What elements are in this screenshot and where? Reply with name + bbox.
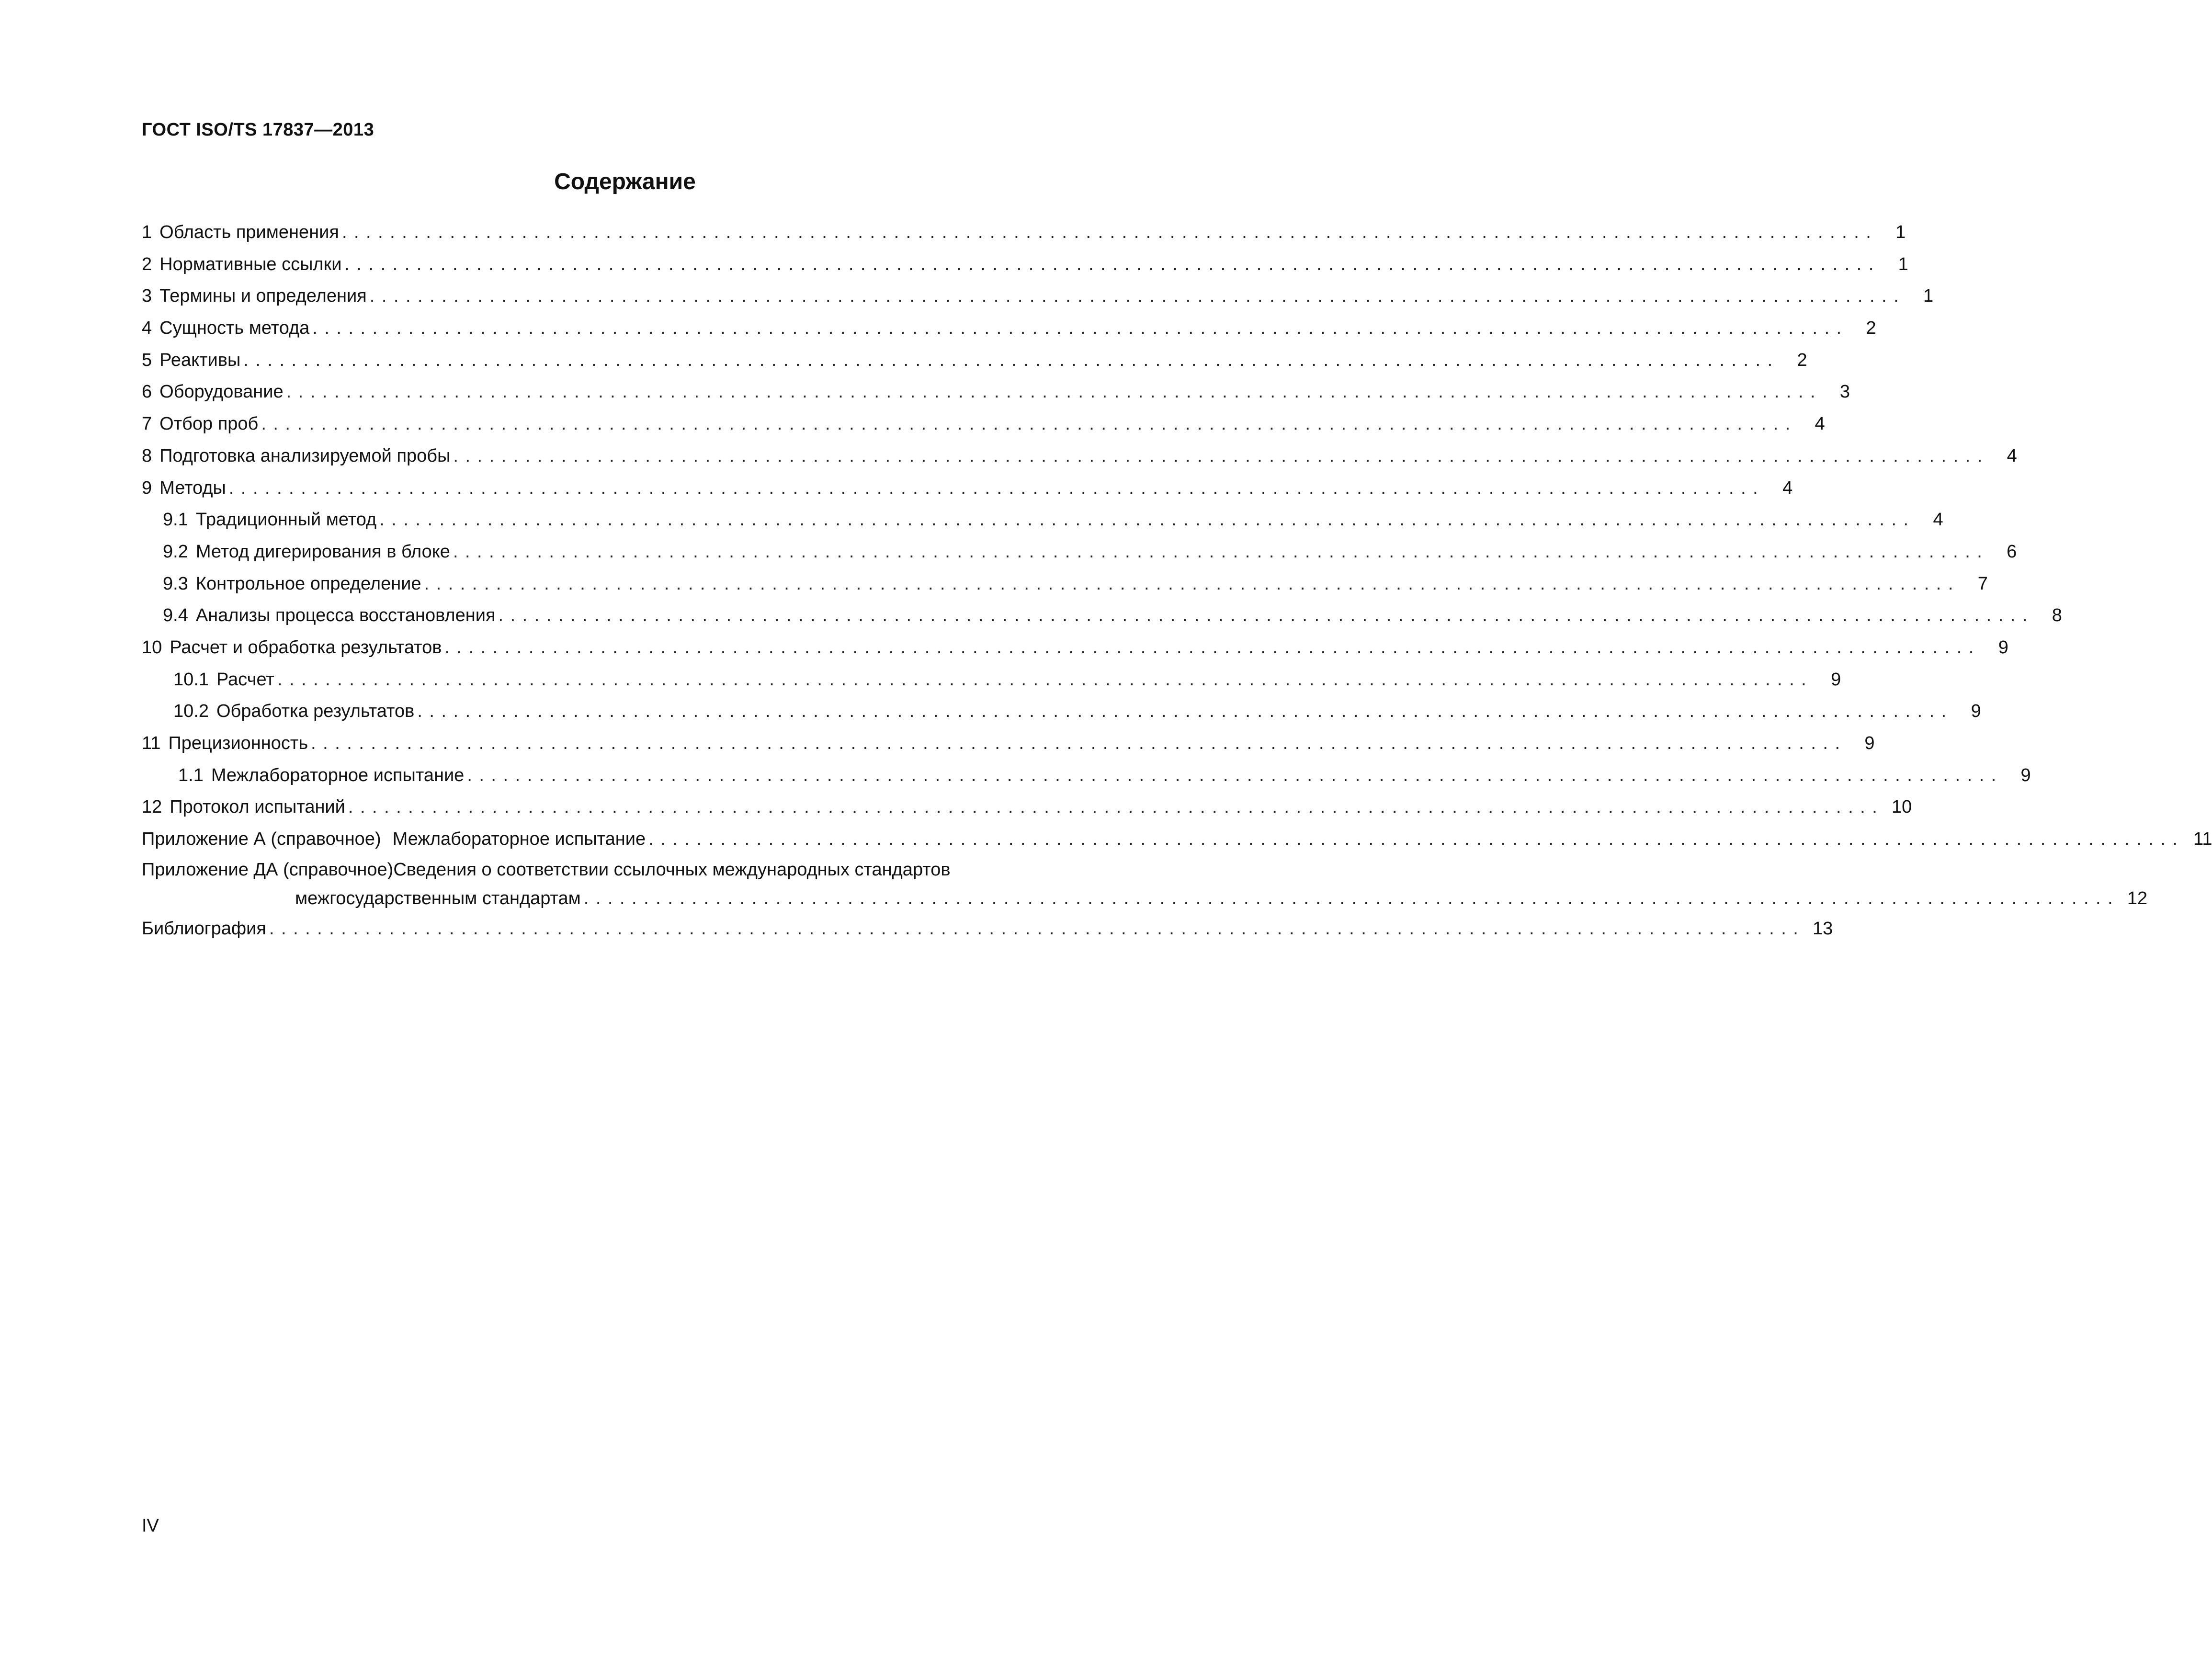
toc-entry-label: Сведения о соответствии ссылочных международных стандартов [393,859,951,880]
toc-entry[interactable] [142,536,2017,568]
toc-entry-label: Протокол испытаний [170,797,345,817]
toc-entry-number: 9.1 [163,510,188,530]
toc-entry-label: Методы [159,477,226,498]
toc-entry-number: 3 [142,286,152,306]
toc-entry[interactable] [142,408,1825,440]
dot-leader: ................................................................................................................................ [286,382,1822,402]
toc-entry[interactable] [142,472,1793,504]
page-title: Содержание [554,169,696,194]
toc-entry-label: Межлабораторное испытание [392,829,646,850]
toc-entry-page: 6 [2007,541,2017,562]
toc-entry-page: 3 [1839,382,1850,402]
toc-entry-label: Подготовка анализируемой пробы [159,445,451,466]
toc-entry-number: 10 [142,637,162,658]
toc-entry-page: 1 [1895,222,1906,242]
toc-entry-label: Традиционный метод [195,510,377,530]
toc-entry[interactable] [142,823,2212,855]
dot-leader: ................................................................................................................................ [498,605,2034,626]
toc-entry-label: Обработка результатов [216,701,415,722]
dot-leader: ................................................................................................................................ [417,701,1953,722]
toc-entry-number: 7 [142,414,152,434]
toc-entry-page: 13 [1813,918,1833,939]
toc-entry-label: Оборудование [159,382,284,402]
toc-entry-page: 2 [1866,318,1876,339]
toc-entry-page: 9 [1831,669,1841,690]
toc-entry-page: 4 [1815,414,1825,434]
toc-entry-page: 9 [1864,733,1875,753]
toc-entry-label: Расчет [216,669,274,690]
toc-entry[interactable] [142,727,1875,760]
dot-leader: ................................................................................................................................ [583,888,2120,908]
dot-leader: ................................................................................................................................ [648,829,2185,850]
dot-leader: ................................................................................................................................ [453,541,1989,562]
toc-entry-number: 9.2 [163,541,188,562]
toc-entry-label: Метод дигерирования в блоке [195,541,450,562]
dot-leader: ................................................................................................................................ [424,573,1960,594]
toc-entry-page: 4 [1782,477,1793,498]
toc-entry-page: 9 [1971,701,1981,722]
toc-entry[interactable] [142,695,1981,727]
toc-entry-number: 6 [142,382,152,402]
toc-entry-page: 4 [1933,510,1943,530]
dot-leader: ................................................................................................................................ [311,733,1847,753]
toc-entry-label: Библиография [142,918,266,939]
toc-entry-number: Приложение А (справочное) [142,829,381,850]
toc-entry-label: Прецизионность [168,733,308,753]
toc-entry-page: 2 [1797,350,1807,370]
toc-entry-label: Нормативные ссылки [159,254,342,274]
toc-entry-number: 10.2 [173,701,209,722]
toc-entry-page: 4 [2007,445,2017,466]
toc-entry-page: 1 [1923,286,1934,306]
toc-entry-number: 9.3 [163,573,188,594]
dot-leader: ................................................................................................................................ [369,286,1906,306]
toc-entry-page: 9 [1998,637,2008,658]
toc-entry-label: Анализы процесса восстановления [195,605,496,626]
toc-entry-annex-da[interactable] [142,855,2148,913]
dot-leader: ................................................................................................................................ [453,445,1989,466]
dot-leader: ................................................................................................................................ [444,637,1981,658]
toc-entry-label: Реактивы [159,350,241,370]
dot-leader: ................................................................................................................................ [312,318,1849,339]
toc-entry-label: Термины и определения [159,286,367,306]
toc-entry-number: 5 [142,350,152,370]
toc-entry[interactable] [142,632,2008,664]
toc-entry-number: Приложение ДА (справочное) [142,859,394,880]
toc-entry[interactable] [142,568,1988,600]
toc-entry[interactable] [142,440,2017,472]
toc-entry-number: 1 [142,222,152,242]
toc-entry-bibliography[interactable] [142,913,1833,945]
toc-entry-page: 1 [1898,254,1908,274]
toc-entry-number: 4 [142,318,152,339]
toc-entry-page: 10 [1891,797,1912,817]
toc-entry[interactable] [142,791,1912,823]
toc-entry[interactable] [142,760,2031,792]
toc-entry-number: 11 [142,733,161,753]
dot-leader: ................................................................................................................................ [379,510,1916,530]
dot-leader: ................................................................................................................................ [228,477,1765,498]
toc-entry-label: Отбор проб [159,414,259,434]
dot-leader: ................................................................................................................................ [261,414,1797,434]
toc-entry-number: 9 [142,477,152,498]
toc-entry-page: 12 [2127,888,2148,908]
toc-entry-page: 7 [1977,573,1988,594]
toc-entry[interactable] [142,344,1807,376]
dot-leader: ................................................................................................................................ [467,765,2003,785]
toc-entry-number: 9.4 [163,605,188,626]
toc-entry[interactable] [142,376,1850,408]
toc-entry[interactable] [142,312,1876,344]
toc-entry-number: 1.1 [178,765,204,785]
toc-entry[interactable] [142,600,2062,632]
table-of-contents [142,216,2212,944]
dot-leader: ................................................................................................................................ [341,222,1878,242]
toc-entry-page: 11 [2193,829,2212,850]
toc-entry[interactable] [142,664,1841,696]
toc-entry[interactable] [142,216,1906,249]
toc-entry-label: Контрольное определение [195,573,421,594]
toc-entry-page: 9 [2020,765,2031,785]
toc-entry-label: Расчет и обработка результатов [170,637,442,658]
toc-entry-number: 2 [142,254,152,274]
toc-entry-label-continued: межгосударственным стандартам [295,888,581,908]
toc-entry[interactable] [142,280,1934,312]
page-number: IV [142,1516,159,1536]
toc-entry-number: 8 [142,445,152,466]
toc-entry[interactable] [142,249,1908,281]
toc-entry-label: Межлабораторное испытание [211,765,465,785]
dot-leader: ................................................................................................................................ [243,350,1780,370]
toc-entry-number: 12 [142,797,162,817]
dot-leader: ................................................................................................................................ [348,797,1884,817]
toc-entry-page: 8 [2052,605,2062,626]
toc-entry-number: 10.1 [173,669,209,690]
toc-entry[interactable] [142,504,1943,536]
document-code: ГОСТ ISO/TS 17837—2013 [142,120,374,140]
toc-entry-label: Область применения [159,222,339,242]
dot-leader: ................................................................................................................................ [269,918,1805,939]
dot-leader: ................................................................................................................................ [277,669,1814,690]
dot-leader: ................................................................................................................................ [344,254,1881,274]
toc-entry-label: Сущность метода [159,318,310,339]
